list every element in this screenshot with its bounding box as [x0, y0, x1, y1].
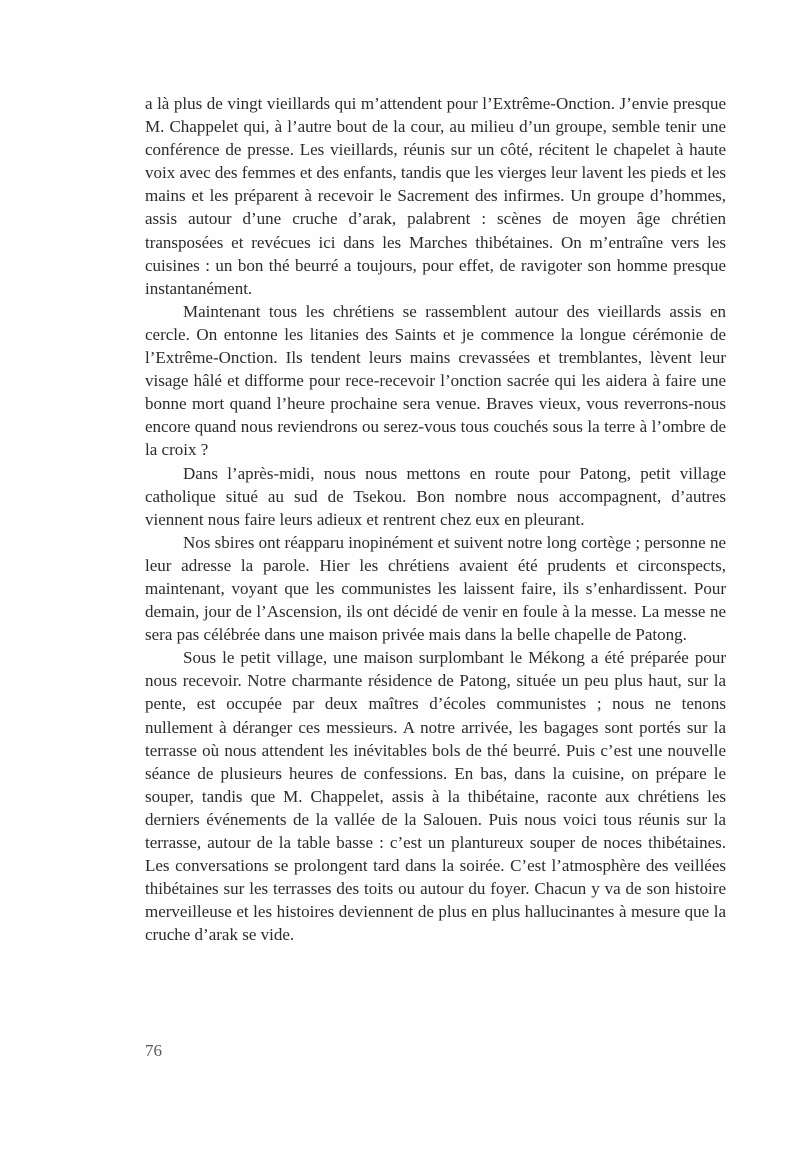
paragraph: Sous le petit village, une maison surplombant le Mékong a été préparée pour nous recevoir. Notre charmante résidence de Patong, située un peu plus haut, sur la pente, est occupée par deux maîtres d’écoles communistes ; nous ne tenons nullement à déranger ces messieurs. A notre arrivée, les bagages sont portés sur la terrasse où nous attendent les inévitables bols de thé beurré. Puis c’est une nouvelle séance de plusieurs heures de confessions. En bas, dans la cuisine, on prépare le souper, tandis que M. Chappelet, assis à la thibétaine, raconte aux chrétiens les derniers événements de la vallée de la Salouen. Puis nous voici tous réunis sur la terrasse, autour de la table basse : c’est un plantureux souper de noces thibétaines. Les conversations se prolongent tard dans la soirée. C’est l’atmosphère des veillées thibétaines sur les terrasses des toits ou autour du foyer. Chacun y va de son histoire merveilleuse et les histoires deviennent de plus en plus hallucinantes à mesure que la cruche d’arak se vide.	[145, 648, 726, 945]
paragraph: Nos sbires ont réapparu inopinément et suivent notre long cortège ; personne ne leur adresse la parole. Hier les chrétiens avaient été prudents et circonspects, maintenant, voyant que les communistes les laissent faire, ils s’enhardissent. Pour demain, jour de l’Ascension, ils ont décidé de venir en foule à la messe. La messe ne sera pas célébrée dans une maison privée mais dans la belle chapelle de Patong.	[145, 532, 726, 645]
body-text	[145, 92, 726, 946]
paragraph: Dans l’après-midi, nous nous mettons en route pour Patong, petit village catholique situé au sud de Tsekou. Bon nombre nous accompagnent, d’autres viennent nous faire leurs adieux et rentrent chez eux en pleurant.	[145, 463, 726, 529]
paragraph-continued: a là plus de vingt vieillards qui m’attendent pour l’Extrême-Onction. J’envie presque M. Chappelet qui, à l’autre bout de la cour, au milieu d’un groupe, semble tenir une conférence de presse. Les vieillards, réunis sur un côté, récitent le chapelet à haute voix avec des femmes et des enfants, tandis que les vierges leur lavent les pieds et les mains et les préparent à recevoir le Sacrement des infirmes. Un groupe d’hommes, assis autour d’une cruche d’arak, palabrent : scènes de moyen âge chrétien transposées et revécues ici dans les Marches thibétaines. On m’entraîne vers les cuisines : un bon thé beurré a toujours, pour effet, de ravigoter son homme presque instantanément.	[145, 94, 726, 298]
paragraph: Maintenant tous les chrétiens se rassemblent autour des vieillards assis en cercle. On entonne les litanies des Saints et je commence la longue cérémonie de l’Extrême-Onction. Ils tendent leurs mains crevassées et tremblantes, lèvent leur visage hâlé et difforme pour rece-recevoir l’onction sacrée qui les aidera à faire une bonne mort quand l’heure prochaine sera venue. Braves vieux, vous reverrons-nous encore quand nous reviendrons ou serez-vous tous couchés sous la terre à l’ombre de la croix ?	[145, 301, 726, 460]
page-number: 76	[145, 1041, 162, 1060]
